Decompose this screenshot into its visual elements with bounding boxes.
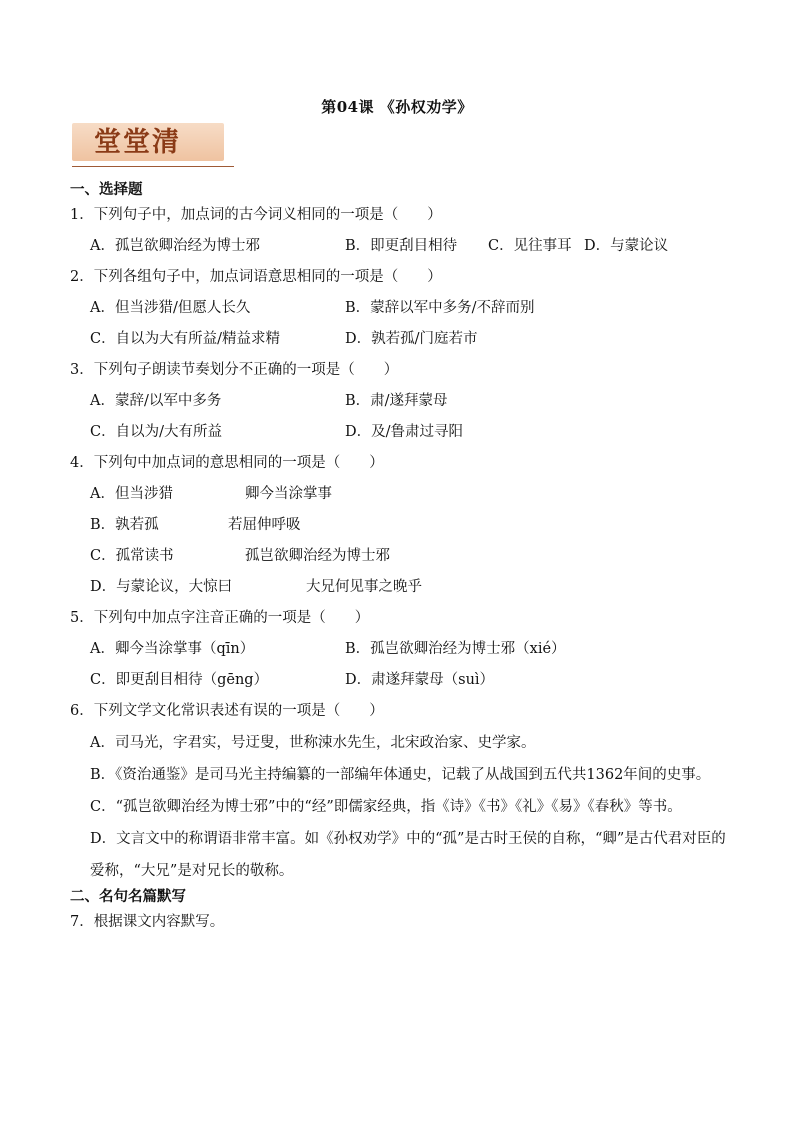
option-row bbox=[70, 541, 730, 572]
option-d: D．孰若孤/门庭若市 bbox=[345, 331, 478, 347]
option-row bbox=[70, 293, 730, 324]
option-b: B．蒙辞以军中多务/不辞而别 bbox=[345, 300, 535, 316]
question-stem: 5．下列句中加点字注音正确的一项是（ ） bbox=[70, 610, 370, 626]
option-row bbox=[70, 510, 730, 541]
option-row bbox=[70, 231, 730, 262]
option-a: A．孤岂欲卿治经为博士邪 bbox=[90, 238, 260, 254]
section-heading: 一、选择题 bbox=[70, 181, 143, 198]
option-a: A．蒙辞/以军中多务 bbox=[90, 393, 222, 409]
banner bbox=[72, 123, 234, 168]
question-stem: 2．下列各组句子中，加点词语意思相同的一项是（ ） bbox=[70, 269, 442, 285]
question-stem: 3．下列句子朗读节奏划分不正确的一项是（ ） bbox=[70, 362, 399, 378]
option-b: B．肃/遂拜蒙母 bbox=[345, 393, 448, 409]
question-stem: 4．下列句中加点词的意思相同的一项是（ ） bbox=[70, 455, 384, 471]
option-row bbox=[70, 417, 730, 448]
option-b: B．即更刮目相待 bbox=[345, 238, 458, 254]
question-stem: 6．下列文学文化常识表述有误的一项是（ ） bbox=[70, 703, 384, 719]
option-a: A．但当涉猎/但愿人长久 bbox=[90, 300, 251, 316]
option-b-pair: 若屈伸呼吸 bbox=[228, 517, 301, 533]
question-stem: 1．下列句子中，加点词的古今词义相同的一项是（ ） bbox=[70, 207, 442, 223]
option-a-pair: 卿今当涂掌事 bbox=[245, 486, 332, 502]
option-row bbox=[70, 324, 730, 355]
question-stem: 7．根据课文内容默写。 bbox=[70, 914, 225, 930]
option-row bbox=[70, 665, 730, 696]
option-c: C．见往事耳 bbox=[488, 238, 572, 254]
option-d: D．肃遂拜蒙母（suì） bbox=[345, 672, 495, 688]
section-heading: 二、名句名篇默写 bbox=[70, 888, 186, 905]
option-b: B．孤岂欲卿治经为博士邪（xié） bbox=[345, 641, 566, 657]
option-b: B．《资治通鉴》是司马光主持编纂的一部编年体通史，记载了从战国到五代共1362年间的史事。 bbox=[90, 767, 711, 783]
option-a: A．卿今当涂掌事（qīn） bbox=[90, 641, 255, 657]
page-title: 第04课 《孙权劝学》 bbox=[321, 98, 473, 116]
option-c: C．“孤岂欲卿治经为博士邪”中的“经”即儒家经典，指《诗》《书》《礼》《易》《春秋》等书。 bbox=[90, 799, 682, 815]
option-c: C．即更刮目相待（gēng） bbox=[90, 672, 269, 688]
option-row bbox=[70, 479, 730, 510]
option-row bbox=[70, 572, 730, 603]
option-a: A．司马光，字君实，号迂叟，世称涑水先生，北宋政治家、史学家。 bbox=[90, 735, 536, 751]
option-b: B．孰若孤 bbox=[90, 517, 159, 533]
option-d: D．文言文中的称谓语非常丰富。如《孙权劝学》中的“孤”是古时王侯的自称，“卿”是古代君对臣的爱称，“大兄”是对兄长的敬称。 bbox=[90, 831, 726, 879]
option-d: D．与蒙论议 bbox=[584, 238, 669, 254]
option-c: C．孤常读书 bbox=[90, 548, 174, 564]
option-a: A．但当涉猎 bbox=[90, 486, 173, 502]
option-d: D．与蒙论议，大惊曰 bbox=[90, 579, 233, 595]
banner-label: 堂堂清 bbox=[94, 127, 181, 158]
option-c: C．自以为/大有所益 bbox=[90, 424, 222, 440]
option-row bbox=[70, 386, 730, 417]
option-c-pair: 孤岂欲卿治经为博士邪 bbox=[245, 548, 390, 564]
option-d: D．及/鲁肃过寻阳 bbox=[345, 424, 464, 440]
option-d-pair: 大兄何见事之晚乎 bbox=[306, 579, 422, 595]
option-row bbox=[70, 634, 730, 665]
worksheet-content bbox=[70, 180, 730, 938]
banner-underline bbox=[72, 166, 234, 167]
option-c: C．自以为大有所益/精益求精 bbox=[90, 331, 280, 347]
